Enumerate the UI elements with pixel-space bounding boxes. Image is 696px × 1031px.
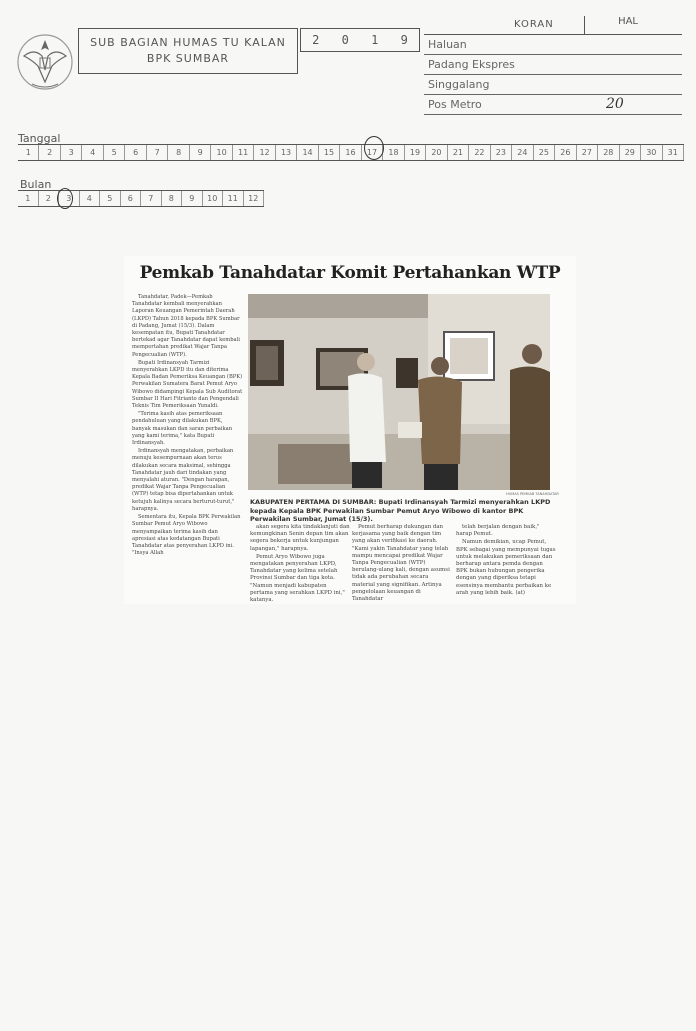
photo-caption: KABUPATEN PERTAMA DI SUMBAR: Bupati Irdinansyah Tarmizi menyerahkan LKPD kepada Kepala BPK Perwakilan Sumbar Pemut Aryo Wibowo di kantor BPK Perwakilan Sumbar, Jumat (15/3). [250,498,551,524]
day-cell: 25 [534,145,555,160]
article-photo [248,294,550,490]
selected-day-circle [364,136,384,160]
paragraph: akan segera kita tindaklanjuti dan kemungkinan Senin depan tim akan segera bekerja untuk kunjungan lapangan," harapnya. [250,524,350,552]
paper-name: Haluan [428,38,467,51]
month-cell: 3 [59,191,80,206]
article-headline: Pemkab Tanahdatar Komit Pertahankan WTP [139,263,561,283]
day-cell: 4 [82,145,103,160]
day-cell: 31 [663,145,684,160]
tanggal-label: Tanggal [18,132,61,145]
year-digit: 2 [312,33,320,47]
day-cell: 1 [18,145,39,160]
day-cell: 2 [39,145,60,160]
day-cell: 20 [426,145,447,160]
divider [584,16,585,34]
paper-row [424,55,682,75]
day-cell: 8 [168,145,189,160]
day-cell: 26 [555,145,576,160]
paragraph: Sementara itu, Kepala BPK Perwakilan Sumbar Pemut Aryo Wibowo menyampaikan terima kasih dan apresiasi atas kedatangan Bupati Tanahdatar atas penyerahan LKPD ini. "Insya Allah [132,514,241,557]
unit-line1: SUB BAGIAN HUMAS TU KALAN [90,36,286,49]
year-digit: 1 [371,33,379,47]
day-cell: 3 [61,145,82,160]
year-box [300,28,420,52]
day-cell: 22 [469,145,490,160]
day-cell: 28 [598,145,619,160]
article-column-1 [132,294,243,558]
unit-box [78,28,298,74]
paragraph: Irdinansyah mengatakan, perbaikan menuju kesempurnaan akan terus dilakukan secara maksimal, sehingga Tanahdatar jauh dari tindakan yang menyalahi aturan. "Dengan harapan, predikat Wajar Tanpa Pengecualian (WTP) tetap bisa dipertahankan untuk ketujuh kalinya secara berturut-turut," harapnya. [132,448,235,512]
paragraph: Pemut Aryo Wibowo juga mengatakan penyerahan LKPD, Tanahdatar yang kelima setelah Provinsi Sumbar dan tiga kota. "Namun menjadi kabupaten pertama yang serahkan LKPD ini," katanya. [250,553,345,604]
day-cell: 10 [211,145,232,160]
day-cell: 29 [620,145,641,160]
day-cell: 12 [254,145,275,160]
month-cell: 7 [141,191,162,206]
day-cell: 16 [340,145,361,160]
month-cell: 1 [18,191,39,206]
photo-credit: HUMAS PEMKAB TANAHDATAR [506,492,559,496]
day-cell: 23 [491,145,512,160]
day-cell: 11 [233,145,254,160]
garuda-logo [14,26,76,98]
article-column-4 [456,524,556,598]
article-column-2 [250,524,350,605]
day-cell: 21 [448,145,469,160]
month-cell: 12 [244,191,265,206]
month-cell: 5 [100,191,121,206]
day-cell: 9 [190,145,211,160]
bulan-label: Bulan [20,178,52,191]
month-cell: 6 [121,191,142,206]
year-digit: 9 [400,33,408,47]
day-cell: 15 [319,145,340,160]
day-cell: 14 [297,145,318,160]
paragraph: Pemut berharap dukungan dan kerjasama yang baik dengan tim yang akan verifikasi ke daerah. "Kami yakin Tanahdatar yang telah mampu mencapai predikat Wajar Tanpa Pengecualian (WTP) berulang-ulang kali, dengan asumsi tidak ada perubahan secara material yang signifikan. Artinya pengelolaan keuangan di Tanahdatar [352,524,450,603]
paragraph: Tanahdatar, Padek—Pemkab Tanahdatar kembali menyerahkan Laporan Keuangan Pemerintah Daerah (LKPD) Tahun 2018 kepada BPK Sumbar di Padang, Jumat (15/3). Dalam kesempatan itu, Bupati Tanahdatar bertekad agar Tanahdatar dapat kembali mempertahan predikat Wajar Tanpa Pengecualian (WTP). [132,294,240,358]
paragraph: Bupati Irdinansyah Tarmizi menyerahkan LKPD itu dan diterima Kepala Badan Pemeriksa Keuangan (BPK) Perwakilan Sumatera Barat Pemut Aryo Wibowo didampingi Kepala Sub Auditorat Sumbar II Hari Fitrianto dan Pengendali Teknis Tim Pemeriksaan Yunaldi. [132,359,243,410]
paragraph: telah berjalan dengan baik," harap Pemut. [456,524,540,538]
unit-line2: BPK SUMBAR [146,52,230,65]
koran-header [424,16,682,35]
month-cell: 2 [39,191,60,206]
selected-month-circle [57,188,73,209]
page-mark: 20 [606,96,624,112]
paper-name: Padang Ekspres [428,58,515,71]
day-cell: 7 [147,145,168,160]
month-cell: 8 [162,191,183,206]
paper-name: Singgalang [428,78,490,91]
month-cell: 4 [80,191,101,206]
day-cell: 13 [276,145,297,160]
koran-label: KORAN [514,19,554,30]
hal-label: HAL [618,16,638,27]
paragraph: Namun demikian, ucap Pemut, BPK sebagai yang mempunyai tugas untuk melakukan pemeriksaan dan berharap antara pemda dengan BPK bukan hubungan pengerika dengan yang diperiksa tetapi esensinya membantu perbaikan ke arah yang lebih baik. (at) [456,539,556,596]
day-cell: 18 [383,145,404,160]
day-cell: 5 [104,145,125,160]
day-cell: 30 [641,145,662,160]
paragraph: "Terima kasih atas pemeriksaan pendahuluan yang dilakukan BPK, banyak masukan dan saran perbaikan yang kami terima," kata Bupati Irdinansyah. [132,411,233,447]
day-cell: 19 [405,145,426,160]
day-cell: 17 [362,145,383,160]
tanggal-row [18,144,684,161]
article-column-3 [352,524,452,604]
day-cell: 27 [577,145,598,160]
day-cell: 24 [512,145,533,160]
koran-box [424,16,682,115]
bulan-row [18,190,264,207]
month-cell: 10 [203,191,224,206]
month-cell: 9 [182,191,203,206]
month-cell: 11 [223,191,244,206]
paper-row [424,95,682,115]
paper-row [424,35,682,55]
year-digit: 0 [341,33,349,47]
paper-row [424,75,682,95]
paper-name: Pos Metro [428,98,482,111]
day-cell: 6 [125,145,146,160]
